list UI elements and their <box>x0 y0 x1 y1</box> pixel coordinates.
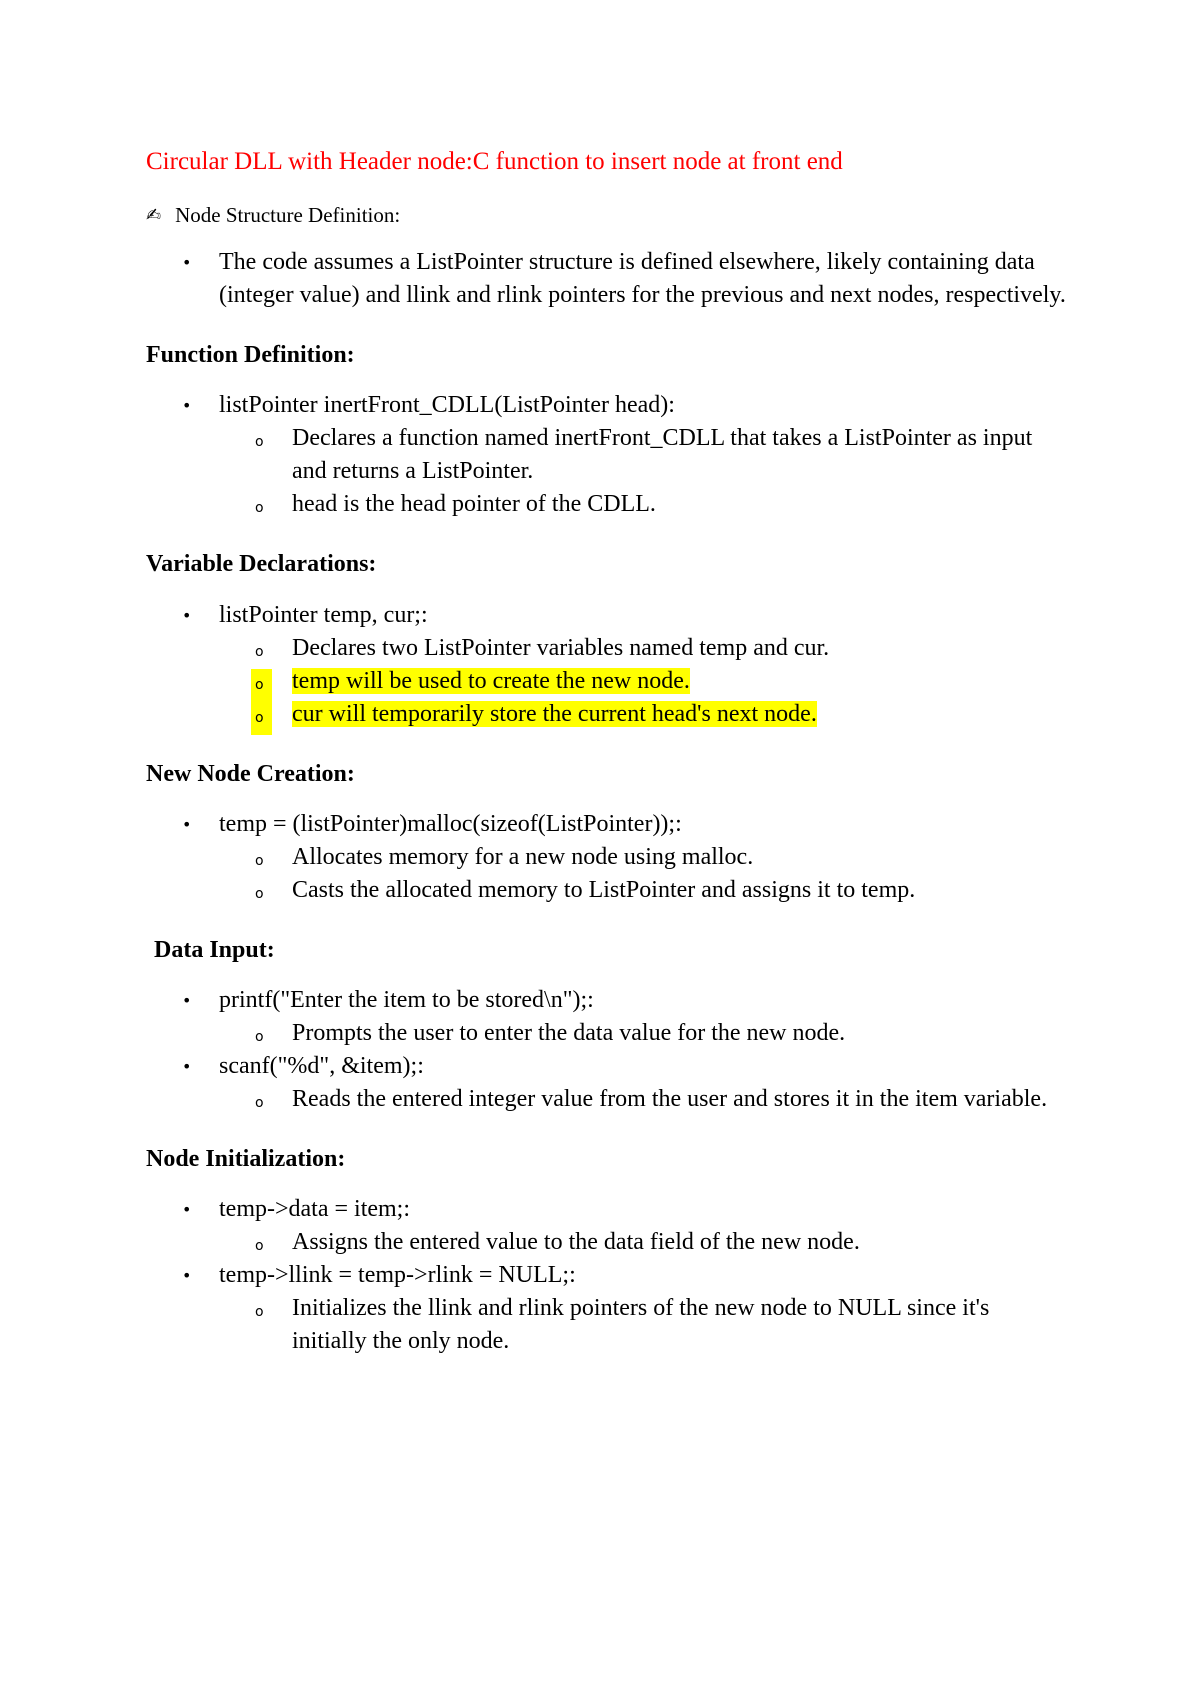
sub-bullet: o <box>255 1304 264 1321</box>
document-title: Circular DLL with Header node:C function to insert node at front end <box>146 148 843 175</box>
list-item-text: temp->data = item;: <box>219 1196 411 1223</box>
sub-list-item <box>146 488 1066 521</box>
sub-list <box>146 1083 1066 1116</box>
list-item <box>146 808 1066 907</box>
bullet: • <box>182 605 192 625</box>
sub-list-item <box>146 422 1066 488</box>
list-item-text: printf("Enter the item to be stored\n");: <box>219 987 594 1013</box>
list-item-text: listPointer temp, cur;: <box>219 601 428 628</box>
sub-list-item-text: Allocates memory for a new node using malloc. <box>292 843 754 870</box>
sub-bullet: o <box>255 500 264 517</box>
bullet: • <box>182 991 192 1010</box>
sub-list <box>146 422 1066 521</box>
sub-bullet: o <box>255 1029 264 1045</box>
list-item <box>146 1193 1066 1259</box>
bullet: • <box>182 1057 192 1076</box>
list-item <box>146 599 1066 731</box>
sub-list-item-text: Assigns the entered value to the data field of the new node. <box>292 1229 860 1256</box>
sub-list <box>146 1292 1066 1358</box>
list-item-text: listPointer inertFront_CDLL(ListPointer head): <box>219 392 675 419</box>
highlighted-sub-list-item <box>146 665 1066 698</box>
node-initialization-list <box>146 1193 1066 1358</box>
list-item-text: temp->llink = temp->rlink = NULL;: <box>219 1262 576 1289</box>
sub-list-item-text: Declares a function named inertFront_CDLL that takes a ListPointer as input and returns a ListPointer. <box>292 425 1033 485</box>
sub-list-item-text: temp will be used to create the new node. <box>292 667 690 694</box>
sub-list-item-text: head is the head pointer of the CDLL. <box>292 491 656 518</box>
sub-list-item <box>146 1292 1066 1358</box>
sub-bullet: o <box>255 852 264 869</box>
sub-list-item <box>146 632 1066 665</box>
bullet: • <box>182 253 192 273</box>
sub-list-item-text: Declares two ListPointer variables named temp and cur. <box>292 634 830 661</box>
document-page <box>146 146 1066 1358</box>
list-item <box>146 984 1066 1050</box>
bullet: • <box>182 1200 192 1220</box>
sub-list-item <box>146 841 1066 874</box>
sub-list-item-text: Casts the allocated memory to ListPointer and assigns it to temp. <box>292 876 916 903</box>
bullet: • <box>182 1266 192 1286</box>
node-structure-label: Node Structure Definition: <box>175 203 401 228</box>
bullet: • <box>182 814 192 834</box>
list-item <box>146 246 1066 312</box>
sub-list-item-text: Initializes the llink and rlink pointers of the new node to NULL since it's initially the only node. <box>292 1295 990 1355</box>
sub-list-item-text: cur will temporarily store the current head's next node. <box>292 700 817 727</box>
sub-bullet: o <box>255 1095 264 1111</box>
sub-bullet: o <box>251 702 272 735</box>
function-definition-list <box>146 389 1066 521</box>
variable-declarations-list <box>146 599 1066 731</box>
pencil-icon: ✍ <box>146 205 162 227</box>
data-input-list <box>146 984 1066 1116</box>
sub-bullet: o <box>255 1238 264 1255</box>
highlighted-sub-list-item <box>146 698 1066 731</box>
data-input-heading: Data Input: <box>154 936 275 963</box>
list-item-text: The code assumes a ListPointer structure is defined elsewhere, likely containing data (integer value) and llink and rlink pointers for the previous and next nodes, respectively. <box>219 249 1066 309</box>
sub-list-item-text: Prompts the user to enter the data value for the new node. <box>292 1020 846 1046</box>
new-node-creation-list <box>146 808 1066 907</box>
sub-list-item <box>146 1226 1066 1259</box>
sub-bullet: o <box>255 885 264 902</box>
node-initialization-heading: Node Initialization: <box>146 1146 346 1172</box>
sub-list <box>146 841 1066 907</box>
sub-bullet: o <box>251 669 272 702</box>
sub-list-item-text: Reads the entered integer value from the user and stores it in the item variable. <box>292 1086 1048 1112</box>
sub-list <box>146 1226 1066 1259</box>
node-structure-heading <box>146 203 1066 228</box>
node-structure-list <box>146 246 1066 312</box>
list-item-text: scanf("%d", &item);: <box>219 1053 424 1079</box>
list-item <box>146 389 1066 521</box>
bullet: • <box>182 396 192 416</box>
sub-bullet: o <box>255 643 264 660</box>
list-item-text: temp = (listPointer)malloc(sizeof(ListPointer));: <box>219 810 682 837</box>
function-definition-heading: Function Definition: <box>146 342 355 369</box>
sub-list-item <box>146 874 1066 907</box>
list-item <box>146 1259 1066 1358</box>
sub-list <box>146 632 1066 731</box>
sub-list-item <box>146 1083 1066 1116</box>
list-item <box>146 1050 1066 1116</box>
new-node-creation-heading: New Node Creation: <box>146 760 355 787</box>
sub-list <box>146 1017 1066 1050</box>
variable-declarations-heading: Variable Declarations: <box>146 551 377 578</box>
sub-list-item <box>146 1017 1066 1050</box>
sub-bullet: o <box>255 434 264 451</box>
